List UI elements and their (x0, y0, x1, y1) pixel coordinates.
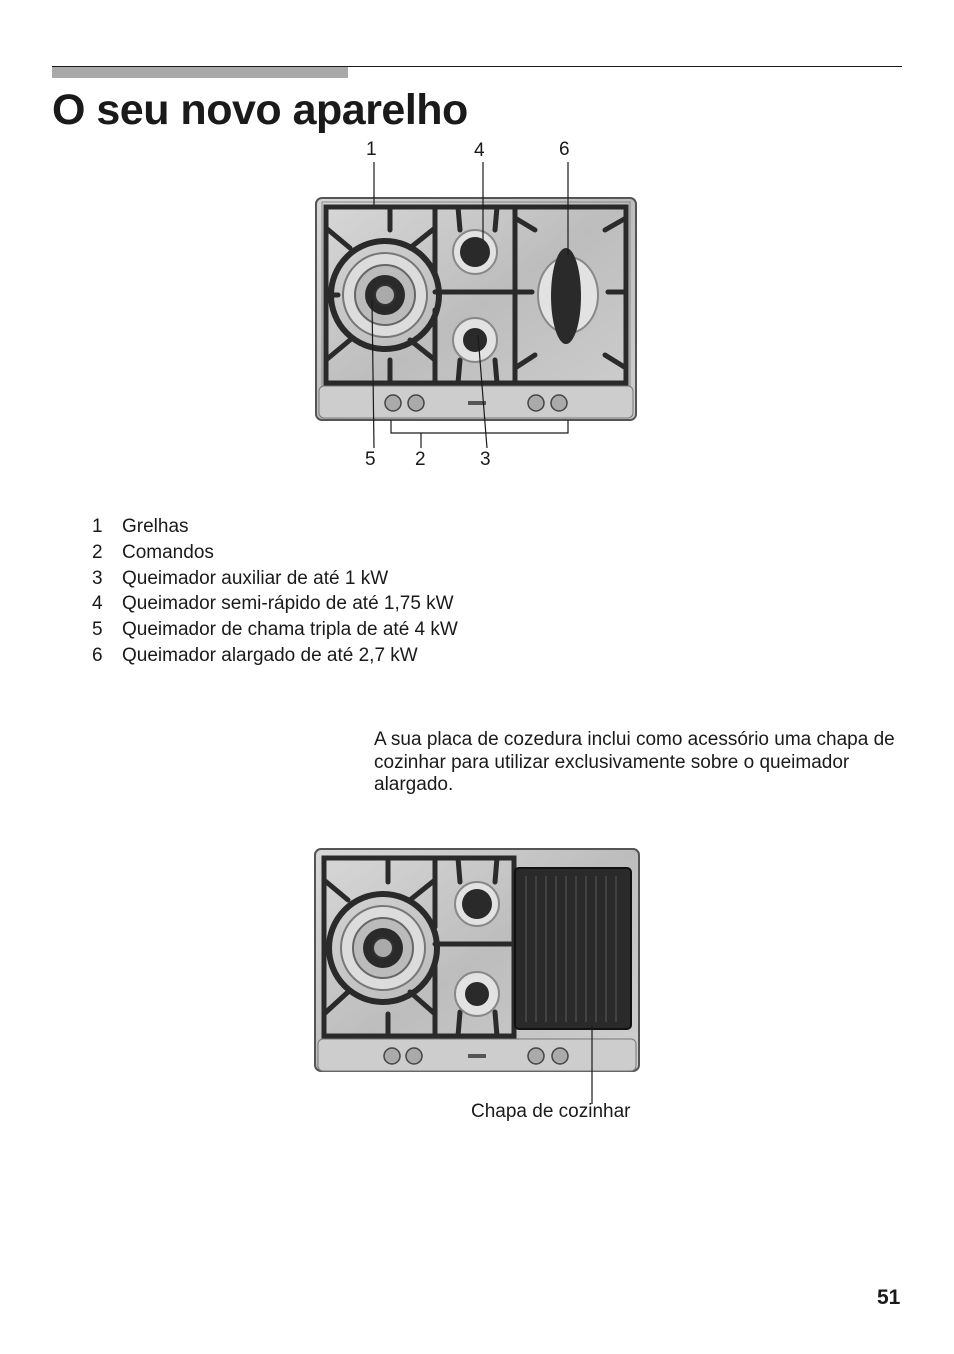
page-title: O seu novo aparelho (52, 86, 468, 134)
accessory-paragraph: A sua placa de cozedura inclui como acessório uma chapa de cozinhar para utilizar exclusivamente sobre o queimador alargado. (374, 729, 895, 795)
legend-item: 5 Queimador de chama tripla de até 4 kW (92, 619, 458, 641)
callout-3: 3 (480, 449, 491, 470)
page-number: 51 (877, 1286, 901, 1309)
callout-4: 4 (474, 140, 485, 161)
legend-item: 1 Grelhas (92, 516, 189, 537)
legend-item: 2 Comandos (92, 541, 214, 563)
callout-5: 5 (365, 449, 376, 470)
callout-2: 2 (415, 449, 426, 470)
callout-1: 1 (366, 139, 377, 160)
legend-item: 4 Queimador semi-rápido de até 1,75 kW (92, 593, 454, 615)
legend-item: 3 Queimador auxiliar de até 1 kW (92, 567, 389, 589)
legend-item: 6 Queimador alargado de até 2,7 kW (92, 644, 418, 666)
callout-6: 6 (559, 139, 570, 160)
griddle-caption: Chapa de cozinhar (471, 1101, 631, 1122)
